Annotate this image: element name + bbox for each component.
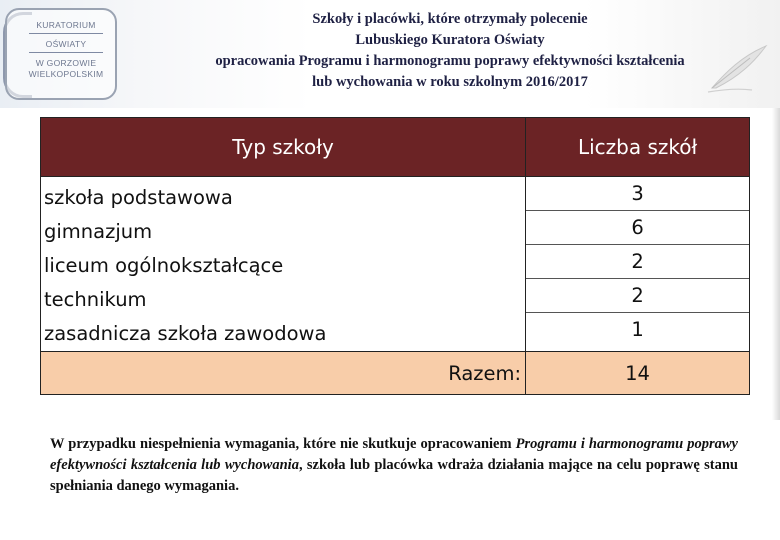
title-line-1: Szkoły i placówki, które otrzymały polecenie <box>312 11 588 27</box>
total-label: Razem: <box>41 352 526 395</box>
school-count-item: 2 <box>526 245 749 279</box>
logo-line-1: KURATORIUM <box>36 20 96 30</box>
header-school-type: Typ szkoły <box>41 118 526 177</box>
school-type-item: gimnazjum <box>44 220 153 243</box>
logo-rule-2 <box>29 52 103 53</box>
title-line-2: Lubuskiego Kuratora Oświaty <box>355 32 545 48</box>
school-types-cell <box>41 177 526 352</box>
school-type-item: szkoła podstawowa <box>44 186 233 209</box>
school-count-item: 3 <box>526 177 749 211</box>
table-total-row <box>41 352 750 395</box>
table-body-row <box>41 177 750 352</box>
logo-rule-1 <box>29 33 103 34</box>
school-count-item: 1 <box>631 318 644 341</box>
school-type-item: liceum ogólnokształcące <box>44 254 284 277</box>
footnote <box>50 434 738 497</box>
kuratorium-logo <box>5 8 125 100</box>
title-line-4: lub wychowania w roku szkolnym 2016/2017 <box>312 74 588 90</box>
schools-table <box>40 117 750 395</box>
footnote-text-2: , szkoła lub placówka wdraża działania mające na celu poprawę stanu spełniania danego wymagania. <box>50 457 738 494</box>
logo-line-2: OŚWIATY <box>45 39 87 49</box>
header-school-count: Liczba szkół <box>526 118 750 177</box>
total-value: 14 <box>526 352 750 395</box>
page-title <box>150 9 750 93</box>
school-counts-cell <box>526 177 750 352</box>
title-line-3: opracowania Programu i harmonogramu poprawy efektywności kształcenia <box>215 53 685 69</box>
footnote-program-name: Programu i harmonogramu poprawy efektywności kształcenia lub wychowania <box>50 436 738 473</box>
school-count-item: 2 <box>526 279 749 313</box>
logo-line-3: W GORZOWIE <box>35 58 97 68</box>
edge-shadow <box>772 108 780 420</box>
school-type-item: zasadnicza szkoła zawodowa <box>44 322 327 345</box>
school-count-item: 6 <box>526 211 749 245</box>
table-header-row <box>41 118 750 177</box>
logo-line-4: WIELKOPOLSKIM <box>28 69 104 79</box>
footnote-text-1: W przypadku niespełnienia wymagania, które nie skutkuje opracowaniem <box>50 436 516 452</box>
school-type-item: technikum <box>44 288 147 311</box>
